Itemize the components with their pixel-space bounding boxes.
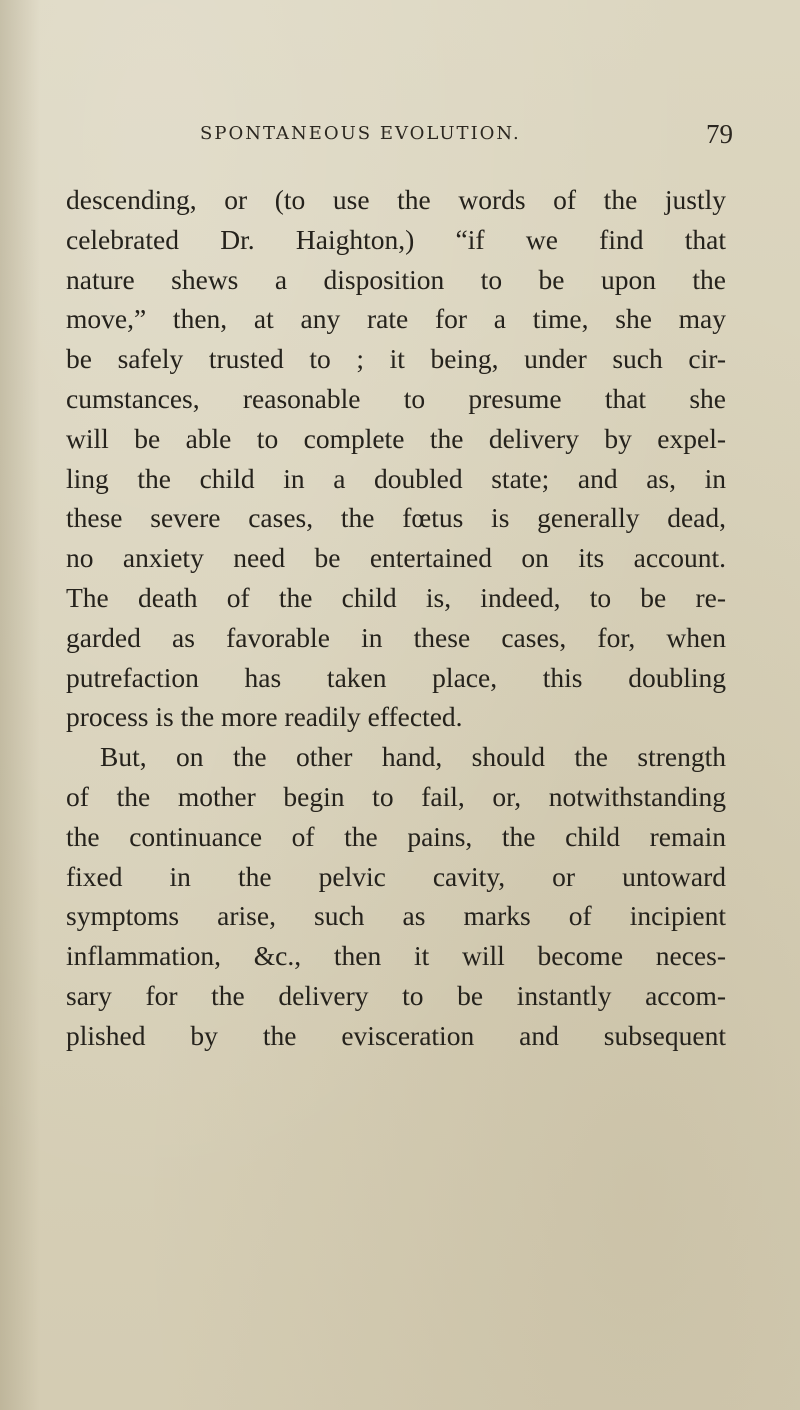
- text-line: descending, or (to use the words of the justly: [66, 184, 726, 215]
- text-line: inflammation, &c., then it will become neces-: [66, 940, 726, 972]
- text-line: fixed in the pelvic cavity, or untoward: [66, 860, 726, 892]
- text-line: celebrated Dr. Haighton,) “if we find that: [66, 223, 726, 255]
- text-line: nature shews a disposition to be upon the: [66, 263, 726, 295]
- text-line: cumstances, reasonable to presume that she: [66, 382, 726, 414]
- running-head: SPONTANEOUS EVOLUTION.: [200, 123, 521, 144]
- page-header: [200, 119, 760, 151]
- text-line: ling the child in a doubled state; and as, in: [66, 462, 726, 494]
- text-line: But, on the other hand, should the strength: [100, 741, 726, 773]
- text-line: garded as favorable in these cases, for, when: [66, 621, 726, 653]
- text-line: of the mother begin to fail, or, notwithstanding: [66, 780, 726, 812]
- body-text: [66, 180, 726, 1056]
- text-line: be safely trusted to ; it being, under such cir-: [66, 343, 726, 375]
- text-line: symptoms arise, such as marks of incipient: [66, 900, 726, 932]
- text-line: the continuance of the pains, the child remain: [66, 820, 726, 852]
- page-number: 79: [706, 119, 733, 149]
- page-gutter-shadow: [0, 0, 40, 1410]
- text-line: plished by the evisceration and subsequent: [66, 1019, 726, 1051]
- text-line: sary for the delivery to be instantly accom-: [66, 979, 726, 1011]
- text-line: no anxiety need be entertained on its account.: [66, 542, 726, 574]
- text-line: putrefaction has taken place, this doubling: [66, 661, 726, 693]
- text-line: will be able to complete the delivery by expel-: [66, 422, 726, 454]
- text-line: these severe cases, the fœtus is generally dead,: [66, 502, 726, 534]
- text-line: process is the more readily effected.: [66, 701, 463, 733]
- text-line: The death of the child is, indeed, to be re-: [66, 581, 726, 613]
- text-line: move,” then, at any rate for a time, she may: [66, 303, 726, 335]
